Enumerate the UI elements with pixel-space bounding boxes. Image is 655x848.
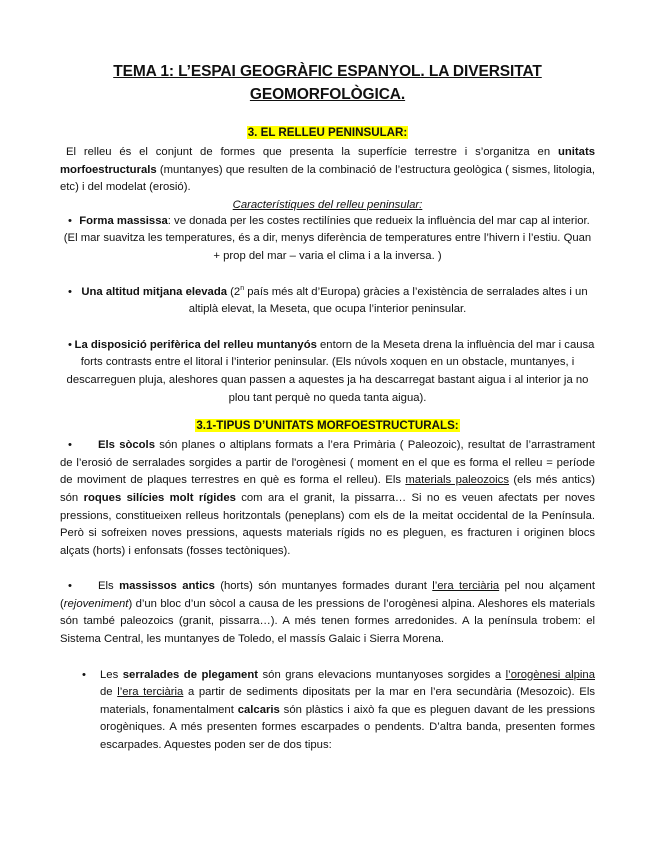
serralades-text-3: a partir de sediments dipositats per la mar en l’era secundària (Mesozoic). Els materials, fonamentalment [100,686,595,716]
bullet-altitud [60,284,595,319]
serralades-bold: serralades de plegament [122,668,258,681]
massissos-text-0: Els [98,580,120,593]
serralades-underline-1: l’orogènesi alpina [505,668,595,681]
bullet-spacer [60,580,98,592]
socols-bold: Els sòcols [98,439,155,452]
title-line-2: GEOMORFOLÒGICA. [249,86,406,103]
section-3-heading-text: 3. EL RELLEU PENINSULAR: [247,126,408,139]
bullet-1-text: : ve donada per les costes rectilínies que redueix la influència del mar cap al interior. (El mar suavitza les temperatures, és a dir, menys diferència de temperatures entre l’hivern i l’estiu. Quan + prop del mar – varia el clima i a la inversa. ) [63,214,592,262]
massissos-italic: rejoveniment [63,597,129,610]
bullet-1-bold: Forma massissa [79,214,168,227]
serralades-text-1: són grans elevacions muntanyoses sorgides a [258,668,506,681]
bullet-spacer [60,439,98,451]
serralades-underline-2: l’era terciària [117,686,184,699]
section-3-heading [60,124,595,142]
bullet-2-text: país més alt d’Europa) gràcies a l’existència de serralades altes i un altiplà elevat, la Meseta, que ocupa l’interior peninsular. [188,285,588,316]
intro-bold-term: unitats morfoestructurals [60,146,595,176]
section-3-1-heading-text: 3.1-TIPUS D’UNITATS MORFOESTRUCTURALS: [196,419,459,433]
paragraph-massissos [60,578,595,648]
bullet-icon: • [82,668,86,681]
section-3-intro [60,144,595,197]
bullet-icon: • [68,285,72,298]
serralades-text-0: Les [100,668,123,681]
bullet-icon: • [68,214,72,227]
massissos-text-2: pel nou alçament ( [60,580,595,610]
socols-bold-2: roques silícies molt rígides [83,491,236,504]
massissos-underline: l’era terciària [432,580,500,593]
serralades-text-4: són plàstics i això fa que es pleguen davant de les pressions orogèniques. A més presenten formes escarpades o pendents. D’altra banda, presenten formes escarpades. Aquestes poden ser de dos tipus: [100,703,595,752]
bullet-forma-massissa [60,213,595,266]
bullet-icon: • [68,338,72,351]
massissos-bold: massissos antics [119,580,215,593]
bullet-icon: • [68,580,72,593]
bullet-3-text: entorn de la Meseta drena la influència del mar i causa forts contrasts entre el litoral i l’interior peninsular. (Els núvols xoquen en un obstacle, muntanyes, i descarreguen pluja, aleshores quan passen a aquestes ja ha descarregat bastant aigua i al interior ja no plou tant perquè no queda tanta aigua). [66,338,595,404]
intro-text-1: El relleu és el conjunt de formes que presenta la superfície terrestre i s’organitza en [66,146,558,158]
socols-text-2: (els més antics) són [60,474,595,504]
paragraph-socols [60,437,595,560]
socols-text-3: com ara el granit, la pissarra… Si no es veuen afectats per noves pressions, constitueixen relleus horitzontals (peneplans) com els de la meitat occidental de la Península. Però si sofreixen noves pressions, aquests materials rígids no es pleguen, es fracturen i originen blocs alçats (horts) i enfonsats (fosses tectòniques). [60,491,595,557]
socols-underline: materials paleozoics [405,474,509,487]
intro-text-2: (muntanyes) que resulten de la combinació de l’estructura geològica ( sismes, litologia, etc) i del modelat (erosió). [60,163,595,194]
bullet-2-pre: (2 [227,285,241,298]
bullet-3-bold: La disposició perifèrica del relleu muntanyós [74,338,317,351]
serralades-text-2: de [100,686,118,699]
bullet-icon: • [68,439,72,452]
massissos-text-1: (horts) són muntanyes formades durant [214,580,433,593]
title-line-1: TEMA 1: L’ESPAI GEOGRÀFIC ESPANYOL. LA DIVERSITAT [113,63,542,80]
bullet-2-bold: Una altitud mitjana elevada [81,285,228,298]
page-title [60,60,595,106]
socols-text-1: són planes o altiplans formats a l’era Primària ( Paleozoic), resultat de l’arrastrament de l’erosió de serralades sorgides a partir de l'orogènesi ( moment en el que es forma el relleu = període de moviment de plaques terrestres en què es forma el relleu). Els [60,439,595,487]
paragraph-serralades [60,667,595,755]
characteristics-subheading: Característiques del relleu peninsular: [232,198,423,211]
bullet-2-sup: n [240,284,245,292]
bullet-disposicio [60,337,595,407]
serralades-bold-2: calcaris [237,703,280,716]
massissos-text-3: ) d’un bloc d’un sòcol a causa de les pressions de l’orogènesi alpina. Aleshores els materials són també paleozoics (granit, pissarra…). A més tenen formes arredonides. A la península trobem: el Sistema Central, les muntanyes de Toledo, el massís Galaic i Sierra Morena. [60,597,595,646]
section-3-1-heading [60,417,595,435]
